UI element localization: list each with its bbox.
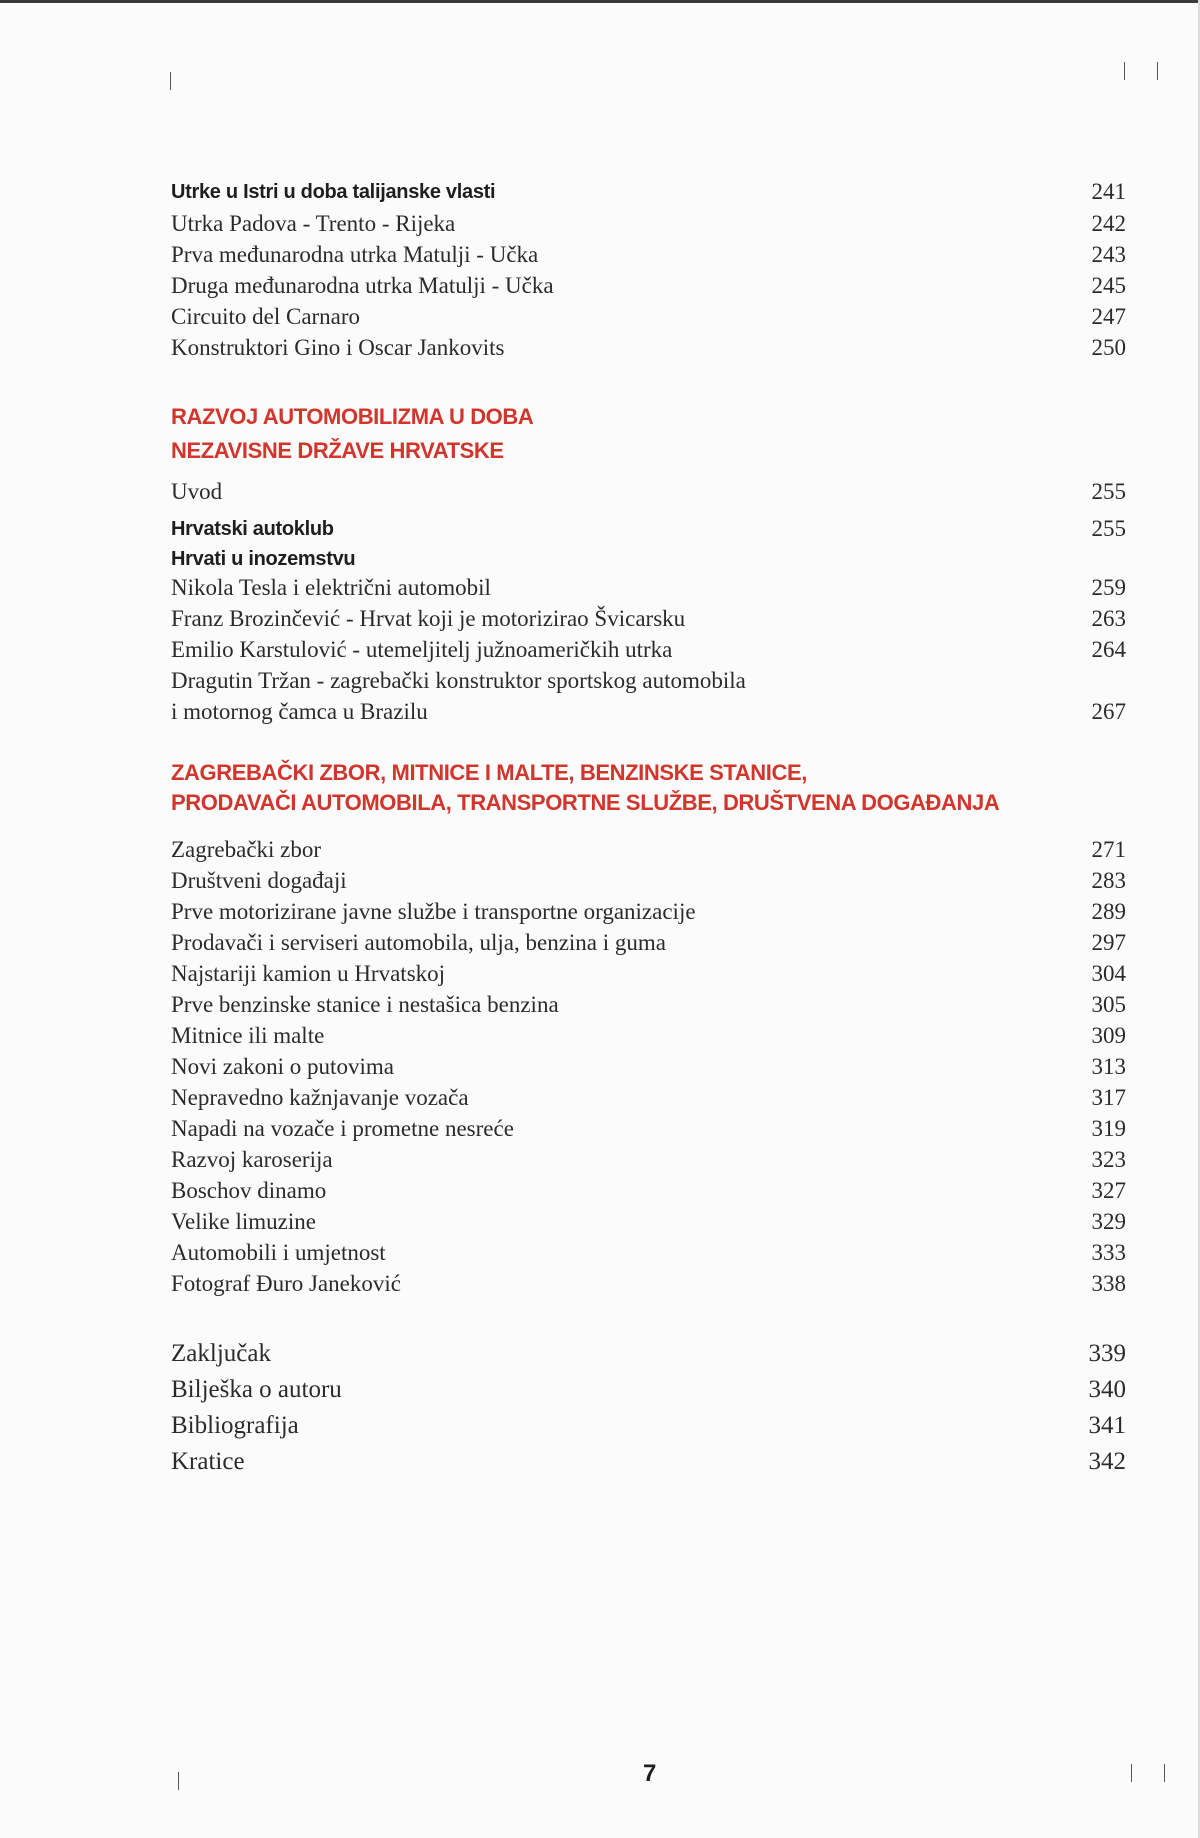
toc-page-number: 255 [1091, 479, 1126, 504]
toc-page-number: 317 [1091, 1085, 1126, 1110]
toc-page-number: 313 [1091, 1054, 1126, 1079]
toc-page-number: 323 [1091, 1147, 1126, 1172]
toc-entry-title: Razvoj karoserija [171, 1147, 333, 1172]
page-number: 7 [643, 1760, 657, 1787]
toc-entry-title: Konstruktori Gino i Oscar Jankovits [171, 335, 505, 360]
toc-page-number: 243 [1091, 242, 1126, 267]
toc-entry-title: Nikola Tesla i električni automobil [171, 575, 491, 600]
toc-section-title: Utrke u Istri u doba talijanske vlasti [171, 181, 496, 203]
toc-page-number: 297 [1091, 930, 1126, 955]
toc-entry-title: Zagrebački zbor [171, 837, 322, 862]
section-heading: PRODAVAČI AUTOMOBILA, TRANSPORTNE SLUŽBE, DRUŠTVENA DOGAĐANJA [171, 790, 1000, 815]
toc-entry-title: Boschov dinamo [171, 1178, 327, 1203]
toc-page-number: 309 [1091, 1023, 1126, 1048]
toc-entry-title: Fotograf Đuro Janeković [171, 1271, 401, 1296]
toc-page-number: 267 [1091, 699, 1126, 724]
toc-entry-title: Uvod [171, 479, 223, 504]
toc-page-number: 255 [1091, 516, 1126, 541]
toc-page-number: 339 [1088, 1340, 1126, 1367]
toc-page-number: 329 [1091, 1209, 1126, 1234]
toc-entry-title: Emilio Karstulović - utemeljitelj južnoameričkih utrka [171, 637, 673, 662]
toc-entry-title: Kratice [171, 1448, 245, 1475]
toc-page-number: 247 [1091, 304, 1126, 329]
toc-entry-title: Bibliografija [171, 1412, 299, 1439]
crop-mark [178, 1772, 179, 1790]
crop-mark [1164, 1764, 1165, 1782]
toc-page-number: 259 [1091, 575, 1126, 600]
toc-entry-title: Automobili i umjetnost [171, 1240, 386, 1265]
toc-entry-title: Prva međunarodna utrka Matulji - Učka [171, 242, 539, 267]
toc-page-number: 342 [1088, 1448, 1126, 1475]
section-heading: RAZVOJ AUTOMOBILIZMA U DOBA [171, 404, 534, 429]
toc-entry-title: Napadi na vozače i prometne nesreće [171, 1116, 514, 1141]
toc-page-number: 289 [1091, 899, 1126, 924]
toc-page-number: 241 [1091, 179, 1126, 204]
toc-page-number: 263 [1091, 606, 1126, 631]
toc-entry-title: Zaključak [171, 1340, 271, 1367]
toc-entry-title: Druga međunarodna utrka Matulji - Učka [171, 273, 554, 298]
toc-page-number: 304 [1091, 961, 1126, 986]
toc-entry-title: Franz Brozinčević - Hrvat koji je motorizirao Švicarsku [171, 606, 686, 631]
section-heading: ZAGREBAČKI ZBOR, MITNICE I MALTE, BENZINSKE STANICE, [171, 760, 807, 785]
toc-entry-title: Prve benzinske stanice i nestašica benzina [171, 992, 559, 1017]
toc-entry-title: Prve motorizirane javne službe i transportne organizacije [171, 899, 696, 924]
toc-page-number: 271 [1091, 837, 1126, 862]
toc-entry-title: Prodavači i serviseri automobila, ulja, benzina i guma [171, 930, 666, 955]
toc-entry-title: Nepravedno kažnjavanje vozača [171, 1085, 469, 1110]
toc-page-number: 242 [1091, 211, 1126, 236]
toc-entry-title: Utrka Padova - Trento - Rijeka [171, 211, 456, 236]
toc-page-number: 250 [1091, 335, 1126, 360]
toc-page-number: 264 [1091, 637, 1126, 662]
toc-page-number: 338 [1091, 1271, 1126, 1296]
toc-page-number: 333 [1091, 1240, 1126, 1265]
toc-entry-title: Dragutin Tržan - zagrebački konstruktor sportskog automobila [171, 668, 746, 693]
toc-page-number: 305 [1091, 992, 1126, 1017]
crop-mark [1157, 62, 1158, 80]
toc-entry-title: Najstariji kamion u Hrvatskoj [171, 961, 446, 986]
toc-section-title: Hrvatski autoklub [171, 518, 334, 540]
toc-section-title: Hrvati u inozemstvu [171, 548, 356, 570]
toc-entry-title: Novi zakoni o putovima [171, 1054, 394, 1079]
toc-page-number: 245 [1091, 273, 1126, 298]
toc-page-number: 341 [1088, 1412, 1126, 1439]
scan-edge-top [0, 0, 1200, 3]
crop-mark [1124, 62, 1125, 80]
toc-entry-title: Društveni događaji [171, 868, 347, 893]
toc-page-number: 327 [1091, 1178, 1126, 1203]
section-heading: NEZAVISNE DRŽAVE HRVATSKE [171, 438, 504, 463]
toc-entry-title: Bilješka o autoru [171, 1376, 342, 1403]
toc-entry-title: Velike limuzine [171, 1209, 316, 1234]
toc-entry-title: Mitnice ili malte [171, 1023, 325, 1048]
toc-page-number: 319 [1091, 1116, 1126, 1141]
crop-mark [1131, 1764, 1132, 1782]
toc-page-number: 340 [1088, 1376, 1126, 1403]
crop-mark [170, 72, 171, 90]
toc-page-number: 283 [1091, 868, 1126, 893]
toc-entry-title: i motornog čamca u Brazilu [171, 699, 428, 724]
toc-entry-title: Circuito del Carnaro [171, 304, 361, 329]
